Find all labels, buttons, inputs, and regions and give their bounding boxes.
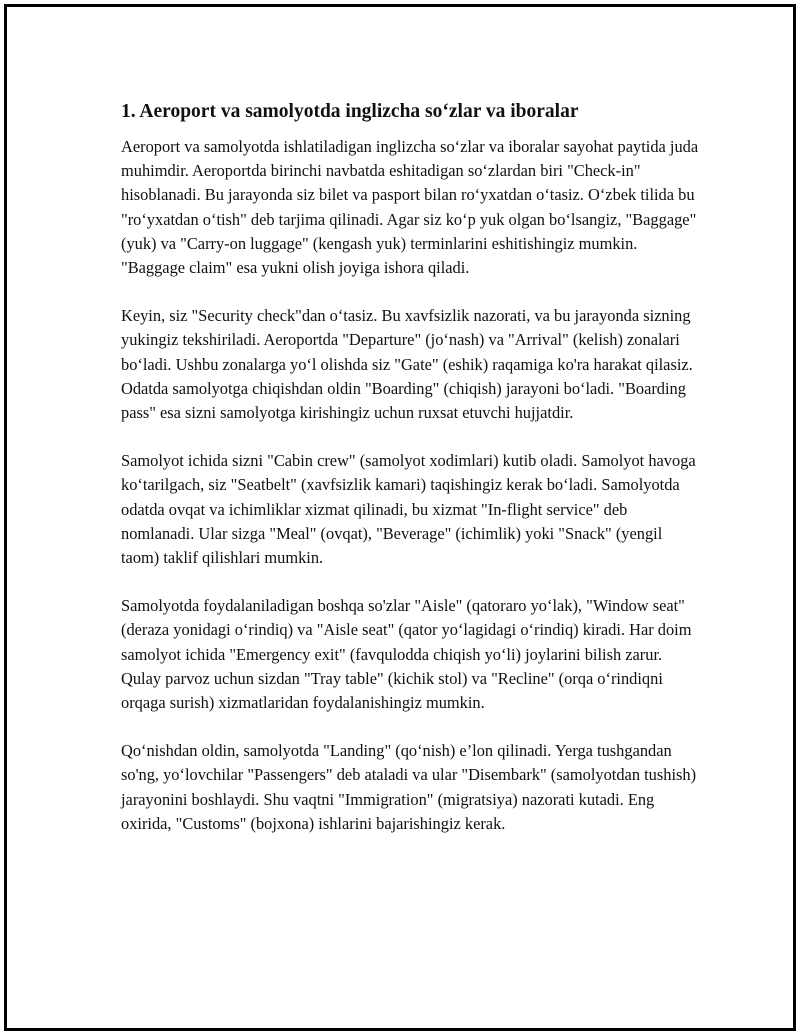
paragraph-security: Keyin, siz "Security check"dan o‘tasiz. Bu xavfsizlik nazorati, va bu jarayonda sizning yukingiz tekshiriladi. Aeroportda "Departure" (jo‘nash) va "Arrival" (kelish) zonalari bo‘ladi. Ushbu zonalarga yo‘l olishda siz "Gate" (eshik) raqamiga ko'ra harakat qilasiz. Odatda samolyotga chiqishdan oldin "Boarding" (chiqish) jarayoni bo‘ladi. "Boarding pass" esa sizni samolyotga kirishingiz uchun ruxsat etuvchi hujjatdir. [121,306,693,423]
paragraph-check-in: Aeroport va samolyotda ishlatiladigan inglizcha so‘zlar va iboralar sayohat paytida juda muhimdir. Aeroportda birinchi navbatda eshitadigan so‘zlardan biri "Check-in" hisoblanadi. Bu jarayonda siz bilet va pasport bilan ro‘yxatdan o‘tasiz. O‘zbek tilida bu "ro‘yxatdan o‘tish" deb tarjima qilinadi. Agar siz ko‘p yuk olgan bo‘lsangiz, "Baggage" (yuk) va "Carry-on luggage" (kengash yuk) terminlarini eshitishingiz mumkin. "Baggage claim" esa yukni olish joyiga ishora qiladi. [121,137,699,278]
paragraph-seats: Samolyotda foydalaniladigan boshqa so'zlar "Aisle" (qatoraro yo‘lak), "Window seat" (deraza yonidagi o‘rindiq) va "Aisle seat" (qator yo‘lagidagi o‘rindiq) kiradi. Har doim samolyot ichida "Emergency exit" (favqulodda chiqish yo‘li) joylarini bilish zarur. Qulay parvoz uchun sizdan "Tray table" (kichik stol) va "Recline" (orqa o‘rindiqni orqaga surish) xizmatlaridan foydalanishingiz mumkin. [121,596,692,713]
paragraph-landing: Qo‘nishdan oldin, samolyotda "Landing" (qo‘nish) e’lon qilinadi. Yerga tushgandan so'ng, yo‘lovchilar "Passengers" deb ataladi va ular "Disembark" (samolyotdan tushish) jarayonini boshlaydi. Shu vaqtni "Immigration" (migratsiya) nazorati kutadi. Eng oxirida, "Customs" (bojxona) ishlarini bajarishingiz kerak. [121,741,697,833]
page-frame [4,4,796,1031]
paragraph-cabin: Samolyot ichida sizni "Cabin crew" (samolyot xodimlari) kutib oladi. Samolyot havoga ko‘tarilgach, siz "Seatbelt" (xavfsizlik kamari) taqishingiz kerak bo‘ladi. Samolyotda odatda ovqat va ichimliklar xizmat qilinadi, bu xizmat "In-flight service" deb nomlanadi. Ular sizga "Meal" (ovqat), "Beverage" (ichimlik) yoki "Snack" (yengil taom) taklif qilishlari mumkin. [121,451,696,568]
document-title: 1. Aeroport va samolyotda inglizcha so‘zlar va iboralar [121,101,579,122]
document-body [121,99,701,836]
